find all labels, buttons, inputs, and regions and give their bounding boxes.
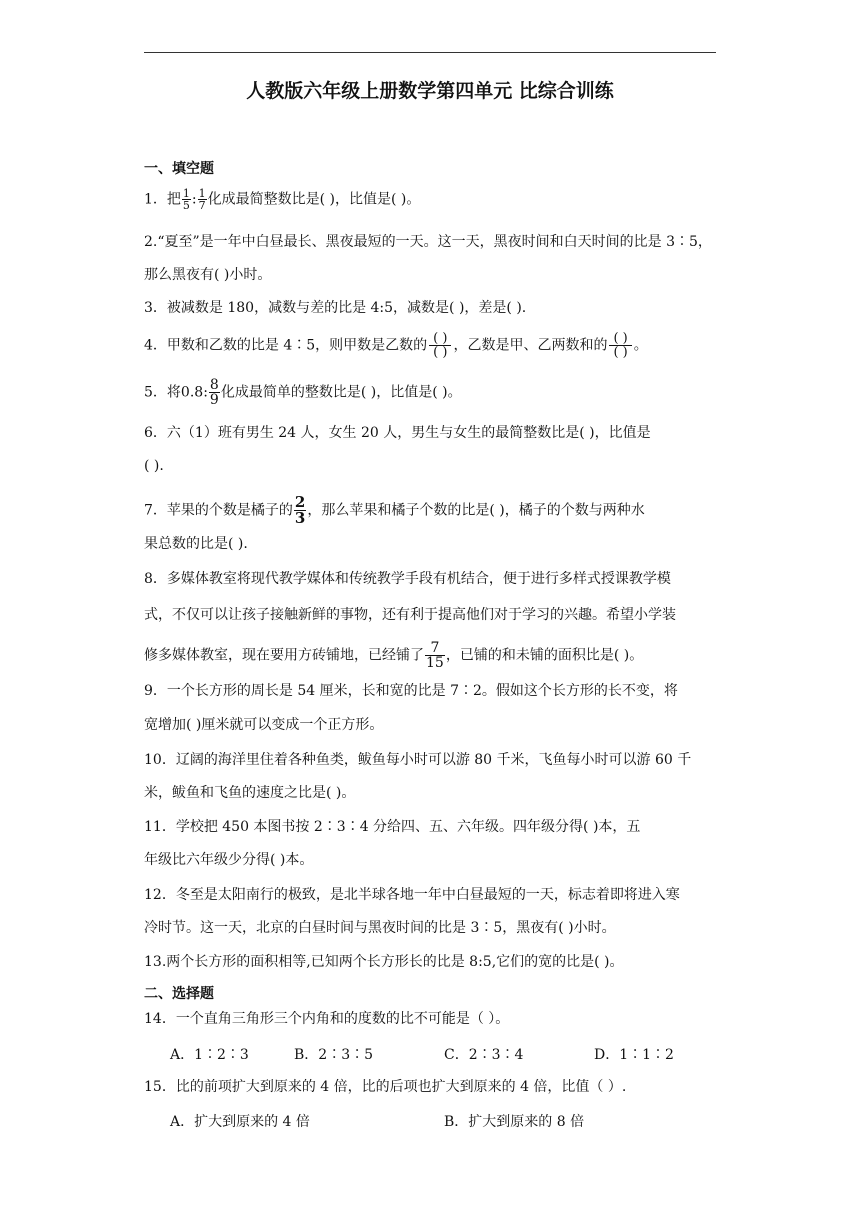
q15-option-b[interactable]: B．扩大到原来的 8 倍 xyxy=(444,1114,585,1130)
fraction-1-5: $\frac{1}{5}$ xyxy=(182,187,190,212)
section-heading-fill: 一、填空题 xyxy=(144,161,214,177)
fraction-8-9: $\frac{8}{9}$ xyxy=(209,377,219,408)
question-9-line-2: 宽增加( )厘米就可以变成一个正方形。 xyxy=(144,717,384,733)
fraction-2-3: $\frac{2}{3}$ xyxy=(294,493,306,527)
q15-option-a[interactable]: A．扩大到原来的 4 倍 xyxy=(170,1114,310,1130)
blank-fraction-2: ( ) ( ) xyxy=(609,332,631,359)
question-2-line-2: 那么黑夜有( )小时。 xyxy=(144,267,272,283)
question-8-line-2: 式，不仅可以让孩子接触新鲜的事物，还有利于提高他们对于学习的兴趣。希望小学装 xyxy=(144,607,676,623)
question-2-line-1: 2.“夏至”是一年中白昼最长、黑夜最短的一天。这一天，黑夜时间和白天时间的比是 3∶5， xyxy=(144,234,712,250)
question-4 xyxy=(144,332,716,359)
q8-text-start: 修多媒体教室，现在要用方砖铺地，已经铺了 xyxy=(144,647,424,664)
q4-text-middle: ，乙数是甲、乙两数和的 xyxy=(453,337,608,354)
question-8-line-1: 8．多媒体教室将现代教学媒体和传统教学手段有机结合，便于进行多样式授课教学模 xyxy=(144,571,671,587)
q7-text-end: ，那么苹果和橘子个数的比是( )，橘子的个数与两种水 xyxy=(307,502,645,519)
question-12-line-1: 12．冬至是太阳南行的极致，是北半球各地一年中白昼最短的一天，标志着即将进入寒 xyxy=(144,887,680,903)
question-10-line-2: 米，鲅鱼和飞鱼的速度之比是( )。 xyxy=(144,785,356,801)
q4-text-start: 4．甲数和乙数的比是 4∶5，则甲数是乙数的 xyxy=(144,337,428,354)
q8-text-end: ，已铺的和未铺的面积比是( )。 xyxy=(445,647,644,664)
q5-text-start: 5．将 xyxy=(144,384,181,401)
q1-text-end: 化成最简整数比是( )，比值是( )。 xyxy=(207,191,421,208)
question-1 xyxy=(144,188,716,211)
blank-fraction-1: ( ) ( ) xyxy=(429,332,451,359)
fraction-7-15: $\frac{7}{15}$ xyxy=(426,640,444,671)
q14-option-d[interactable]: D．1∶1∶2 xyxy=(594,1047,674,1063)
fraction-1-7: $\frac{1}{7}$ xyxy=(198,187,206,212)
question-8-line-3 xyxy=(144,641,716,670)
question-13: 13.两个长方形的面积相等,已知两个长方形长的比是 8:5,它们的宽的比是( )。 xyxy=(144,954,624,970)
question-5 xyxy=(144,378,716,407)
q1-text-start: 1．把 xyxy=(144,191,181,208)
question-9-line-1: 9．一个长方形的周长是 54 厘米，长和宽的比是 7∶2。假如这个长方形的长不变，将 xyxy=(144,683,678,699)
question-11-line-2: 年级比六年级少分得( )本。 xyxy=(144,852,314,868)
question-6-line-1: 6．六（1）班有男生 24 人，女生 20 人，男生与女生的最简整数比是( )，比值是 xyxy=(144,425,651,441)
q14-option-b[interactable]: B．2∶3∶5 xyxy=(294,1047,374,1063)
q7-text-start: 7．苹果的个数是橘子的 xyxy=(144,502,293,519)
question-15: 15．比的前项扩大到原来的 4 倍，比的后项也扩大到原来的 4 倍，比值（ ）. xyxy=(144,1079,627,1095)
decimal-0-8: 0.8 xyxy=(180,384,204,401)
q14-option-c[interactable]: C．2∶3∶4 xyxy=(444,1047,524,1063)
section-heading-choice: 二、选择题 xyxy=(144,986,214,1002)
question-14: 14．一个直角三角形三个内角和的度数的比不可能是（ ）。 xyxy=(144,1011,510,1027)
question-11-line-1: 11．学校把 450 本图书按 2∶3∶4 分给四、五、六年级。四年级分得( )本，五 xyxy=(144,819,641,835)
header-rule xyxy=(144,52,716,53)
q14-option-a[interactable]: A．1∶2∶3 xyxy=(170,1047,249,1063)
question-10-line-1: 10．辽阔的海洋里住着各种鱼类，鲅鱼每小时可以游 80 千米，飞鱼每小时可以游 60 千 xyxy=(144,752,692,768)
question-12-line-2: 冷时节。这一天，北京的白昼时间与黑夜时间的比是 3∶5，黑夜有( )小时。 xyxy=(144,920,616,936)
question-7-line-2: 果总数的比是( ). xyxy=(144,536,248,552)
question-6-line-2: ( ). xyxy=(144,458,164,474)
q5-text-end: 化成最简单的整数比是( )，比值是( )。 xyxy=(220,384,462,401)
page-title: 人教版六年级上册数学第四单元 比综合训练 xyxy=(246,80,614,102)
ratio-colon: : xyxy=(191,191,197,208)
ratio-colon: : xyxy=(203,384,208,401)
question-7-line-1 xyxy=(144,495,716,526)
q4-text-end: 。 xyxy=(633,337,648,354)
question-3: 3．被减数是 180，减数与差的比是 4:5，减数是( )，差是( ). xyxy=(144,300,527,316)
